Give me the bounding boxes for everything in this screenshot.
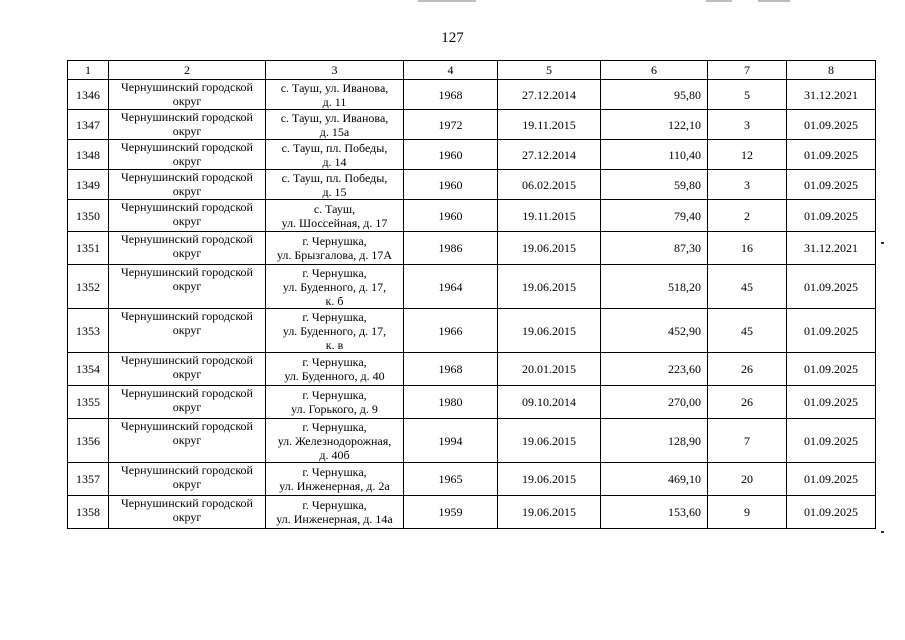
municipality-cell: Чернушинский городской округ (109, 170, 266, 200)
row-number-cell: 1346 (68, 80, 109, 110)
address-line: с. Тауш, ул. Иванова, (280, 110, 389, 125)
column-header: 2 (109, 61, 266, 80)
year-cell: 1964 (404, 265, 498, 309)
table-row (68, 140, 876, 170)
column-number-row (68, 61, 876, 80)
address-line: ул. Буденного, д. 40 (284, 369, 385, 383)
scan-mark-side-lower (881, 531, 884, 533)
date-cell: 19.11.2015 (498, 200, 601, 232)
address-line: ул. Шоссейная, д. 17 (281, 215, 388, 230)
address-cell (266, 232, 404, 265)
address-cell (266, 140, 404, 170)
deadline-cell: 01.09.2025 (787, 353, 876, 386)
year-cell: 1965 (404, 463, 498, 496)
table-row (68, 200, 876, 232)
address-line: ул. Горького, д. 9 (291, 402, 378, 416)
area-cell: 110,40 (601, 140, 708, 170)
count-cell: 12 (708, 140, 787, 170)
row-number-cell: 1355 (68, 386, 109, 419)
date-cell: 19.06.2015 (498, 232, 601, 265)
date-cell: 19.06.2015 (498, 463, 601, 496)
address-line: г. Чернушка, (302, 419, 367, 434)
year-cell: 1960 (404, 140, 498, 170)
address-cell (266, 386, 404, 419)
year-cell: 1968 (404, 80, 498, 110)
deadline-cell: 01.09.2025 (787, 463, 876, 496)
row-number-cell: 1349 (68, 170, 109, 200)
count-cell: 9 (708, 496, 787, 529)
year-cell: 1966 (404, 309, 498, 353)
table-row (68, 80, 876, 110)
address-line: ул. Буденного, д. 17, (282, 323, 387, 338)
row-number-cell: 1356 (68, 419, 109, 463)
address-line: д. 15 (322, 184, 347, 199)
deadline-cell: 01.09.2025 (787, 496, 876, 529)
area-cell: 87,30 (601, 232, 708, 265)
address-line: д. 11 (322, 94, 347, 109)
area-cell: 79,40 (601, 200, 708, 232)
row-number-cell: 1352 (68, 265, 109, 309)
count-cell: 26 (708, 353, 787, 386)
deadline-cell: 01.09.2025 (787, 170, 876, 200)
row-number-cell: 1354 (68, 353, 109, 386)
count-cell: 3 (708, 110, 787, 140)
address-line: г. Чернушка, (302, 234, 367, 248)
address-line: д. 14 (322, 154, 347, 169)
table-row (68, 232, 876, 265)
column-header: 7 (708, 61, 787, 80)
year-cell: 1968 (404, 353, 498, 386)
column-header: 5 (498, 61, 601, 80)
deadline-cell: 01.09.2025 (787, 309, 876, 353)
municipality-cell: Чернушинский городской округ (109, 353, 266, 386)
scan-mark-middle (706, 0, 732, 2)
area-cell: 128,90 (601, 419, 708, 463)
address-line: с. Тауш, пл. Победы, (281, 170, 388, 185)
municipality-cell: Чернушинский городской округ (109, 110, 266, 140)
address-cell (266, 463, 404, 496)
row-number-cell: 1357 (68, 463, 109, 496)
municipality-cell: Чернушинский городской округ (109, 232, 266, 265)
deadline-cell: 01.09.2025 (787, 140, 876, 170)
address-line: г. Чернушка, (302, 309, 367, 324)
area-cell: 452,90 (601, 309, 708, 353)
table-body (68, 80, 876, 529)
municipality-cell: Чернушинский городской округ (109, 386, 266, 419)
page-number: 127 (441, 30, 464, 46)
row-number-cell: 1348 (68, 140, 109, 170)
year-cell: 1960 (404, 170, 498, 200)
table-row (68, 419, 876, 463)
address-cell (266, 496, 404, 529)
area-cell: 153,60 (601, 496, 708, 529)
area-cell: 95,80 (601, 80, 708, 110)
row-number-cell: 1351 (68, 232, 109, 265)
address-cell (266, 200, 404, 232)
deadline-cell: 31.12.2021 (787, 232, 876, 265)
table-row (68, 386, 876, 419)
count-cell: 26 (708, 386, 787, 419)
table-row (68, 265, 876, 309)
address-line: д. 40б (319, 447, 350, 462)
municipality-cell: Чернушинский городской округ (109, 496, 266, 529)
municipality-cell: Чернушинский городской округ (109, 80, 266, 110)
address-cell (266, 419, 404, 463)
count-cell: 16 (708, 232, 787, 265)
address-line: ул. Железнодорожная, (277, 433, 392, 448)
table-row (68, 170, 876, 200)
year-cell: 1986 (404, 232, 498, 265)
column-header: 4 (404, 61, 498, 80)
scan-mark-side-upper (881, 242, 884, 244)
count-cell: 7 (708, 419, 787, 463)
address-line: ул. Инженерная, д. 2а (279, 479, 390, 493)
area-cell: 223,60 (601, 353, 708, 386)
count-cell: 45 (708, 309, 787, 353)
housing-register-table (67, 60, 876, 529)
count-cell: 3 (708, 170, 787, 200)
address-line: с. Тауш, пл. Победы, (281, 140, 388, 155)
address-line: г. Чернушка, (302, 388, 367, 402)
address-line: ул. Буденного, д. 17, (282, 279, 387, 294)
row-number-cell: 1353 (68, 309, 109, 353)
address-line: г. Чернушка, (302, 265, 367, 280)
date-cell: 06.02.2015 (498, 170, 601, 200)
address-line: к. в (325, 337, 344, 352)
date-cell: 19.06.2015 (498, 309, 601, 353)
deadline-cell: 01.09.2025 (787, 200, 876, 232)
address-line: г. Чернушка, (302, 355, 367, 369)
scan-mark-left (418, 0, 476, 2)
year-cell: 1980 (404, 386, 498, 419)
address-cell (266, 265, 404, 309)
table-row (68, 496, 876, 529)
address-line: с. Тауш, ул. Иванова, (280, 80, 389, 95)
address-line: д. 15а (319, 124, 350, 139)
deadline-cell: 01.09.2025 (787, 386, 876, 419)
column-header: 8 (787, 61, 876, 80)
area-cell: 59,80 (601, 170, 708, 200)
date-cell: 19.11.2015 (498, 110, 601, 140)
year-cell: 1960 (404, 200, 498, 232)
date-cell: 09.10.2014 (498, 386, 601, 419)
row-number-cell: 1358 (68, 496, 109, 529)
deadline-cell: 31.12.2021 (787, 80, 876, 110)
year-cell: 1972 (404, 110, 498, 140)
count-cell: 20 (708, 463, 787, 496)
address-cell (266, 170, 404, 200)
address-line: ул. Брызгалова, д. 17А (276, 248, 393, 262)
row-number-cell: 1347 (68, 110, 109, 140)
address-cell (266, 353, 404, 386)
date-cell: 27.12.2014 (498, 140, 601, 170)
municipality-cell: Чернушинский городской округ (109, 140, 266, 170)
table-row (68, 110, 876, 140)
address-cell (266, 309, 404, 353)
count-cell: 45 (708, 265, 787, 309)
address-line: г. Чернушка, (302, 465, 367, 479)
column-header: 1 (68, 61, 109, 80)
address-line: ул. Инженерная, д. 14а (276, 512, 393, 526)
table-row (68, 353, 876, 386)
municipality-cell: Чернушинский городской округ (109, 309, 266, 353)
area-cell: 518,20 (601, 265, 708, 309)
date-cell: 27.12.2014 (498, 80, 601, 110)
municipality-cell: Чернушинский городской округ (109, 200, 266, 232)
column-header: 6 (601, 61, 708, 80)
address-line: г. Чернушка, (302, 498, 367, 512)
year-cell: 1959 (404, 496, 498, 529)
address-line: с. Тауш, (313, 201, 356, 216)
date-cell: 20.01.2015 (498, 353, 601, 386)
deadline-cell: 01.09.2025 (787, 110, 876, 140)
count-cell: 5 (708, 80, 787, 110)
area-cell: 122,10 (601, 110, 708, 140)
address-cell (266, 80, 404, 110)
deadline-cell: 01.09.2025 (787, 419, 876, 463)
table-row (68, 463, 876, 496)
address-line: к. б (325, 293, 344, 308)
municipality-cell: Чернушинский городской округ (109, 265, 266, 309)
municipality-cell: Чернушинский городской округ (109, 419, 266, 463)
area-cell: 469,10 (601, 463, 708, 496)
row-number-cell: 1350 (68, 200, 109, 232)
municipality-cell: Чернушинский городской округ (109, 463, 266, 496)
date-cell: 19.06.2015 (498, 419, 601, 463)
date-cell: 19.06.2015 (498, 496, 601, 529)
date-cell: 19.06.2015 (498, 265, 601, 309)
address-cell (266, 110, 404, 140)
table-row (68, 309, 876, 353)
count-cell: 2 (708, 200, 787, 232)
column-header: 3 (266, 61, 404, 80)
scan-mark-right (758, 0, 790, 2)
deadline-cell: 01.09.2025 (787, 265, 876, 309)
area-cell: 270,00 (601, 386, 708, 419)
year-cell: 1994 (404, 419, 498, 463)
